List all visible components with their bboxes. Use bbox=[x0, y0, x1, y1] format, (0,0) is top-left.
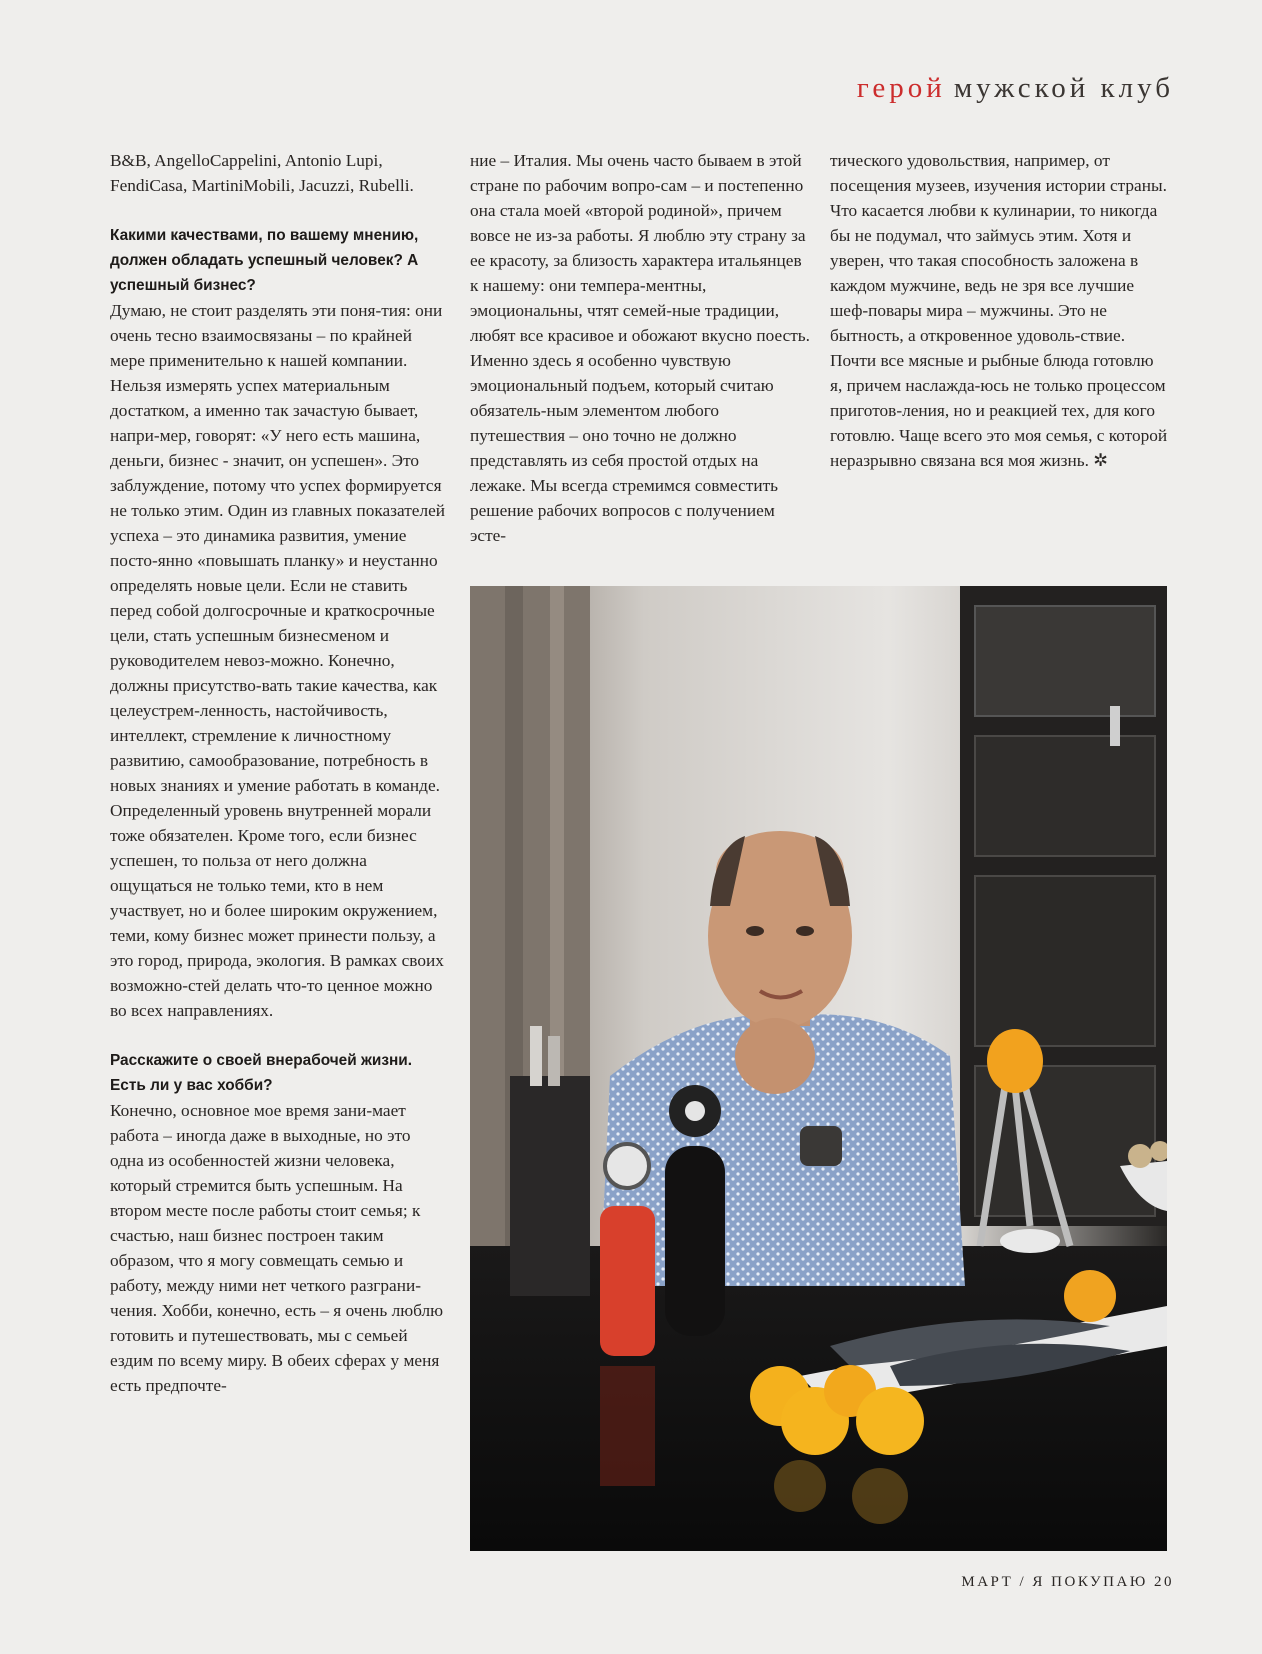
interview-answer-2: Конечно, основное мое время зани-мает работа – иногда даже в выходные, но это одна из особенностей жизни человека, который стремится быть успешным. На втором месте после работы стоит семья; к счастью, наш бизнес построен таким образом, что я могу совмещать семью и работу, между ними нет четкого разграни-чения. Хобби, конечно, есть – я очень люблю готовить и путешествовать, мы с семьей ездим по всему миру. В обеих сферах у меня есть предпочте- bbox=[110, 1101, 444, 1395]
portrait-photo bbox=[470, 586, 1167, 1551]
intro-paragraph: B&B, AngelloCappelini, Antonio Lupi, FendiCasa, MartiniMobili, Jacuzzi, Rubelli. bbox=[110, 151, 414, 195]
end-mark-icon: ✲ bbox=[1093, 451, 1108, 470]
column3-paragraph-2 bbox=[830, 198, 1170, 473]
interview-question-1: Какими качествами, по вашему мнению, должен обладать успешный человек? А успешный бизнес? bbox=[110, 227, 419, 294]
rubric-label: мужской клуб bbox=[953, 72, 1174, 104]
column2-paragraph: ние – Италия. Мы очень часто бываем в этой стране по рабочим вопро-сам – и постепенно она стала моей «второй родиной», причем вовсе не из-за работы. Я люблю эту страну за ее красоту, за близость характера итальянцев к нашему: они темпера-ментны, эмоциональны, чтят семей-ные традиции, любят все красивое и обожают вкусно поесть. Именно здесь я особенно чувствую эмоциональный подъем, который считаю обязатель-ным элементом любого путешествия – оно точно не должно представлять из себя простой отдых на лежаке. Мы всегда стремимся совместить решение рабочих вопросов с получением эсте- bbox=[470, 151, 810, 545]
section-label: герой bbox=[856, 72, 946, 104]
page-header bbox=[857, 72, 1174, 105]
interview-answer-1: Думаю, не стоит разделять эти поня-тия: они очень тесно взаимосвязаны – по крайней мере применительно к нашей компании. Нельзя измерять успех материальным достатком, а именно так зачастую бывает, напри-мер, говорят: «У него есть машина, деньги, бизнес - значит, он успешен». Это заблуждение, потому что успех формируется не только этим. Один из главных показателей успеха – это динамика развития, умение посто-янно «повышать планку» и неустанно определять новые цели. Если не ставить перед собой долгосрочные и краткосрочные цели, стать успешным бизнесменом и руководителем невоз-можно. Конечно, должны присутство-вать такие качества, как целеустрем-ленность, настойчивость, интеллект, стремление к личностному развитию, самообразование, потребность в новых знаниях и умение работать в команде. Определенный уровень внутренней морали тоже обязателен. Кроме того, если бизнес успешен, то польза от него должна ощущаться не только теми, кто в нем участвует, но и более широким окружением, теми, кому бизнес может принести пользу, а это город, природа, экология. В рамках своих возможно-стей делать что-то ценное можно во всех направлениях. bbox=[110, 301, 445, 1020]
text-column-3 bbox=[830, 148, 1170, 473]
column3-paragraph-1: тического удовольствия, например, от посещения музеев, изучения истории страны. bbox=[830, 151, 1167, 195]
column3-paragraph-2-text: Что касается любви к кулинарии, то никогда бы не подумал, что займусь этим. Хотя и уверен, что такая способность заложена в каждом мужчине, ведь не зря все лучшие шеф-повары мира – мужчины. Это не бытность, а откровенное удоволь-ствие. Почти все мясные и рыбные блюда готовлю я, причем наслажда-юсь не только процессом приготов-ления, но и реакцией тех, для кого готовлю. Чаще всего это моя семья, с которой неразрывно связана вся моя жизнь. bbox=[830, 201, 1168, 470]
text-column-1 bbox=[110, 148, 446, 1398]
text-column-2 bbox=[470, 148, 810, 548]
page-footer: МАРТ / Я ПОКУПАЮ 20 bbox=[961, 1574, 1174, 1590]
interview-question-2: Расскажите о своей внерабочей жизни. Есть ли у вас хобби? bbox=[110, 1052, 413, 1094]
